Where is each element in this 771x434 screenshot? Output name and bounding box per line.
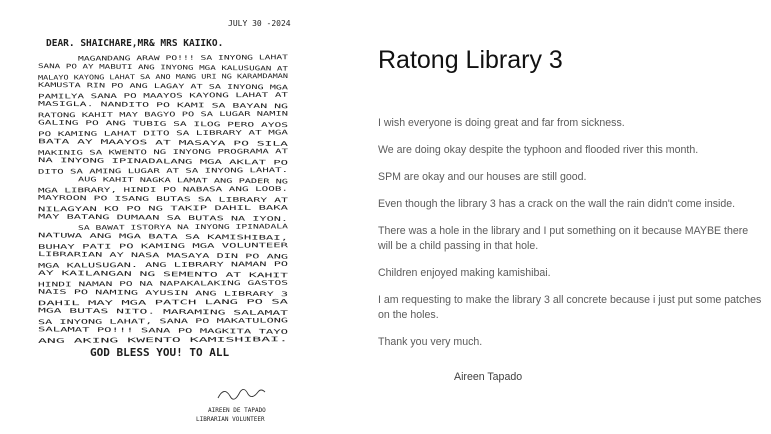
handwritten-letter — [18, 8, 318, 428]
letter-line: PO KAMING LAHAT DITO SA LIBRARY AT MGA — [37, 130, 183, 139]
letter-line: SA BAWAT ISTORYA NA INYONG IPINADALA — [77, 223, 215, 232]
letter-signature-role: LIBRARIAN VOLUNTEER — [196, 416, 265, 423]
letter-line: MALAYO KAYONG LAHAT SA ANO MANG URI NG KARAMDAMAN — [37, 73, 224, 82]
letter-line: GALING PO ANG TUBIG SA ILOG PERO AYOS — [37, 119, 179, 128]
letter-line: BUHAY PATI PO KAMING MGA VOLUNTEER — [37, 243, 167, 251]
letter-line: SALAMAT PO!!! SANA PO MAGKITA TAYO — [37, 326, 167, 335]
letter-line: BATA AY MAAYOS AT MASAYA PO SILA — [37, 138, 160, 147]
letter-line: SA INYONG LAHAT, SANA PO MAKATULONG — [37, 318, 171, 327]
letter-line: AY KAILANGAN NG SEMENTO AT KAHIT — [37, 269, 160, 279]
letter-salutation: DEAR. SHAICHARE,MR& MRS KAIIKO. — [46, 38, 224, 49]
letter-body — [38, 54, 288, 345]
letter-line: AUG KAHIT NAGKA LAMAT ANG PADER NG — [77, 176, 207, 185]
letter-line: MAKINIG SA KWENTO NG INYONG PROGRAMA AT — [37, 148, 186, 157]
letter-line: DITO SA AMING LUGAR AT SA INYONG LAHAT. — [37, 167, 186, 176]
slide-title: Ratong Library 3 — [378, 46, 563, 74]
letter-line: RATONG KAHIT MAY BAGYO PO SA LUGAR NAMIN — [37, 111, 190, 120]
letter-line: NAIS PO NAMING AYUSIN ANG LIBRARY 3 — [37, 288, 171, 298]
paragraph-typhoon: We are doing okay despite the typhoon and flooded river this month. — [378, 144, 699, 156]
letter-line: MGA LIBRARY, HINDI PO NABASA ANG LOOB. — [37, 186, 183, 195]
letter-line: MAY BATANG DUMAAN SA BUTAS NA IYON. — [37, 213, 171, 222]
letter-line: NA INYONG IPINADALANG MGA AKLAT PO — [37, 157, 167, 166]
letter-line: MGA KALUSUGAN. ANG LIBRARY NAMAN PO — [37, 261, 171, 270]
paragraph-spm: SPM are okay and our houses are still good. — [378, 171, 587, 183]
letter-line: MASIGLA. NANDITO PO KAMI SA BAYAN NG — [37, 100, 175, 110]
letter-line: MAYROON PO ISANG BUTAS SA LIBRARY AT — [37, 194, 175, 204]
letter-signature-name: AIREEN DE TAPADO — [208, 407, 266, 414]
letter-line: NILAGYAN KO PO NG TAKIP DAHIL BAKA — [37, 205, 167, 214]
letter-date: JULY 30 -2024 — [228, 19, 291, 28]
handwritten-letter-photo — [18, 8, 318, 428]
letter-line: DAHIL MAY MGA PATCH LANG PO SA — [37, 299, 152, 308]
paragraph-kamishibai: Children enjoyed making kamishibai. — [378, 267, 551, 279]
letter-line: PAMILYA SANA PO MAAYOS KAYONG LAHAT AT — [37, 92, 183, 101]
paragraph-wellwishes: I wish everyone is doing great and far from sickness. — [378, 117, 625, 129]
letter-line: LIBRARIAN AY NASA MASAYA DIN PO ANG — [37, 251, 171, 260]
letter-line: KAMUSTA RIN PO ANG LAGAY AT SA INYONG MGA — [37, 81, 194, 91]
letter-line: MGA BUTAS NITO. MARAMING SALAMAT — [37, 307, 160, 316]
letter-line: SANA PO AY MABUTI ANG INYONG MGA KALUSUGAN AT — [37, 63, 209, 72]
paragraph-request: I am requesting to make the library 3 all concrete because i just put some patches on the holes. — [378, 294, 762, 321]
signature-scribble — [218, 389, 265, 399]
letter-line: MAGANDANG ARAW PO!!! SA INYONG LAHAT — [77, 54, 215, 63]
slide-content — [378, 40, 763, 420]
letter-line: HINDI NAMAN PO NA NAPAKALAKING GASTOS — [37, 280, 179, 289]
paragraph-hole: There was a hole in the library and I put something on it because MAYBE there will be a child passing in that hole. — [378, 225, 749, 252]
letter-line: NATUWA ANG MGA BATA SA KAMISHIBAI, — [37, 232, 167, 241]
letter-line: ANG AKING KWENTO KAMISHIBAI. — [37, 337, 145, 345]
letter-closing: GOD BLESS YOU! TO ALL — [90, 346, 230, 359]
paragraph-thanks: Thank you very much. — [378, 336, 483, 348]
paragraph-crack: Even though the library 3 has a crack on the wall the rain didn't come inside. — [378, 198, 736, 210]
signature-name: Aireen Tapado — [454, 371, 523, 383]
